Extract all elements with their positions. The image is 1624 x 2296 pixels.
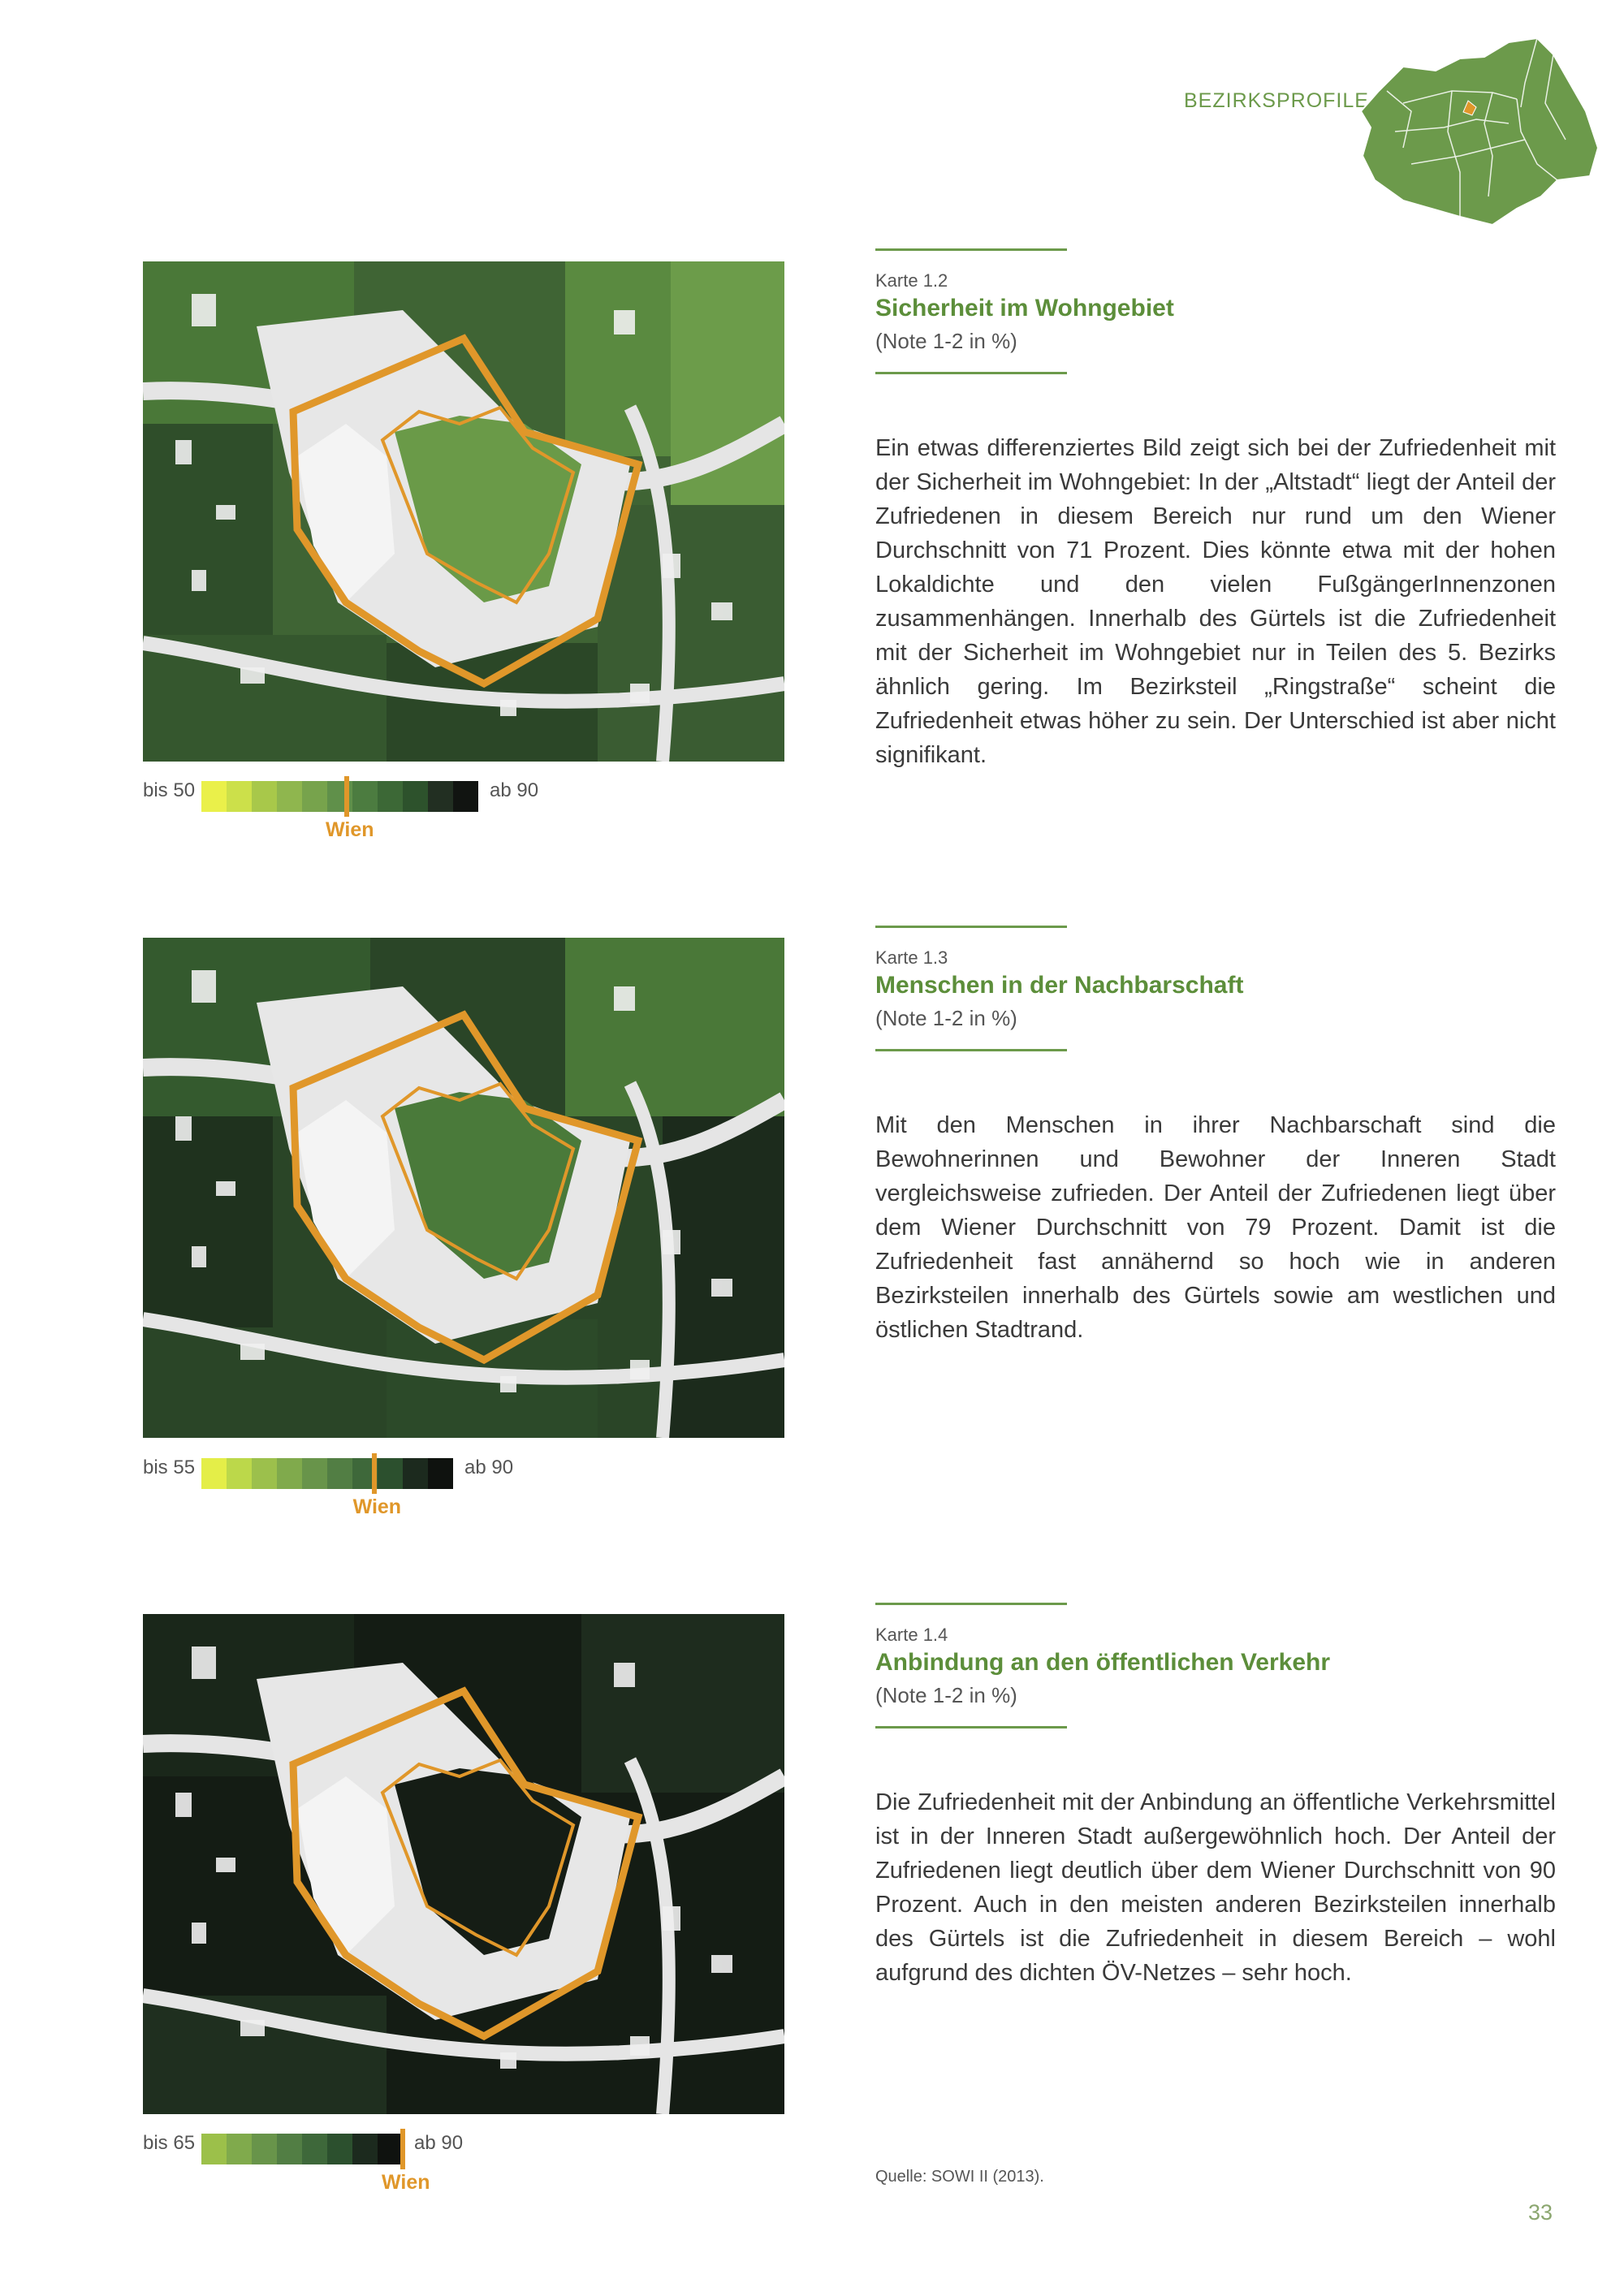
text-panel-karte-1-2 xyxy=(875,248,1556,772)
legend-color-scale xyxy=(201,1458,453,1489)
karte-number: Karte 1.4 xyxy=(875,1625,948,1645)
legend-color-step xyxy=(403,781,428,812)
legend-color-step xyxy=(252,781,277,812)
legend-color-step xyxy=(277,1458,302,1489)
legend-color-step xyxy=(302,1458,327,1489)
divider xyxy=(875,926,1067,928)
legend-wien-label: Wien xyxy=(326,818,374,841)
legend-min-label: bis 50 xyxy=(143,779,196,801)
legend-color-step xyxy=(252,2134,277,2164)
karte-note: (Note 1-2 in %) xyxy=(875,329,1017,353)
legend-color-step xyxy=(277,781,302,812)
map-karte-1-2 xyxy=(143,261,784,762)
legend-karte-1-2 xyxy=(143,778,646,846)
legend-color-step xyxy=(352,2134,378,2164)
karte-title: Anbindung an den öffentlichen Verkehr xyxy=(875,1649,1331,1676)
legend-color-step xyxy=(403,1458,428,1489)
karte-note: (Note 1-2 in %) xyxy=(875,1006,1017,1030)
legend-color-step xyxy=(428,1458,453,1489)
legend-max-label: ab 90 xyxy=(414,2132,464,2154)
legend-min-label: bis 65 xyxy=(143,2132,196,2154)
vienna-districts-map-icon xyxy=(1354,34,1603,229)
legend-color-scale xyxy=(201,781,478,812)
legend-color-step xyxy=(302,2134,327,2164)
legend-color-step xyxy=(201,1458,227,1489)
section-header-label: BEZIRKSPROFILE xyxy=(1184,89,1369,112)
legend-color-step xyxy=(201,2134,227,2164)
divider xyxy=(875,372,1067,374)
legend-wien-marker xyxy=(372,1453,377,1494)
legend-color-step xyxy=(327,2134,352,2164)
legend-max-label: ab 90 xyxy=(490,779,539,801)
karte-number: Karte 1.2 xyxy=(875,270,948,291)
legend-color-step xyxy=(327,1458,352,1489)
legend-color-step xyxy=(252,1458,277,1489)
legend-color-scale xyxy=(201,2134,403,2164)
legend-color-step xyxy=(378,2134,403,2164)
legend-min-label: bis 55 xyxy=(143,1457,196,1478)
karte-note: (Note 1-2 in %) xyxy=(875,1683,1017,1707)
map-karte-1-4 xyxy=(143,1614,784,2114)
divider xyxy=(875,1049,1067,1051)
legend-wien-label: Wien xyxy=(352,1495,402,1518)
body-paragraph: Die Zufriedenheit mit der Anbindung an öffentliche Verkehrsmittel ist in der Inneren Stadt außergewöhnlich hoch. Der Anteil der Zufriedenen liegt deutlich über dem Wiener Durchschnitt von 90 Prozent. Auch in den meisten anderen Bezirksteilen innerhalb des Gürtels ist die Zufriedenheit in diesem Bereich – wohl aufgrund des dichten ÖV-Netzes – sehr hoch. xyxy=(875,1789,1556,1986)
divider xyxy=(875,1603,1067,1605)
text-panel-karte-1-3 xyxy=(875,926,1556,1347)
page-number: 33 xyxy=(1528,2200,1553,2225)
legend-color-step xyxy=(302,781,327,812)
legend-wien-marker xyxy=(400,2129,405,2169)
divider xyxy=(875,248,1067,251)
legend-color-step xyxy=(227,2134,252,2164)
legend-color-step xyxy=(428,781,453,812)
source-note: Quelle: SOWI II (2013). xyxy=(875,2168,1044,2186)
legend-color-step xyxy=(378,1458,403,1489)
legend-color-step xyxy=(453,781,478,812)
legend-color-step xyxy=(201,781,227,812)
legend-color-step xyxy=(277,2134,302,2164)
legend-wien-label: Wien xyxy=(382,2171,430,2194)
map-karte-1-3 xyxy=(143,938,784,1438)
text-panel-karte-1-4 xyxy=(875,1603,1556,1990)
legend-wien-marker xyxy=(344,776,349,817)
legend-color-step xyxy=(378,781,403,812)
legend-karte-1-3 xyxy=(143,1455,646,1523)
body-paragraph: Mit den Menschen in ihrer Nachbarschaft sind die Bewohnerinnen und Bewohner der Inneren Stadt vergleichsweise zufrieden. Der Anteil der Zufriedenen liegt über dem Wiener Durchschnitt von 79 Prozent. Damit ist die Zufriedenheit fast annähernd so hoch wie in anderen Bezirksteilen innerhalb des Gürtels sowie am westlichen und östlichen Stadtrand. xyxy=(875,1112,1556,1343)
karte-number: Karte 1.3 xyxy=(875,947,948,968)
legend-max-label: ab 90 xyxy=(464,1457,514,1478)
karte-title: Menschen in der Nachbarschaft xyxy=(875,972,1244,999)
legend-color-step xyxy=(227,781,252,812)
body-paragraph: Ein etwas differenziertes Bild zeigt sich bei der Zufriedenheit mit der Sicherheit im Wohngebiet: In der „Altstadt“ liegt der Anteil der Zufriedenen in diesem Bereich nur rund um den Wiener Durchschnitt von 71 Prozent. Dies könnte etwa mit der hohen Lokaldichte und den vielen FußgängerInnenzonen zusammenhängen. Innerhalb des Gürtels ist die Zufriedenheit mit der Sicherheit im Wohngebiet nur in Teilen des 5. Bezirks ähnlich gering. Im Bezirksteil „Ringstraße“ scheint die Zufriedenheit etwas höher zu sein. Der Unterschied ist aber nicht signifikant. xyxy=(875,435,1556,768)
legend-karte-1-4 xyxy=(143,2130,646,2199)
karte-title: Sicherheit im Wohngebiet xyxy=(875,295,1174,322)
divider xyxy=(875,1726,1067,1728)
legend-color-step xyxy=(227,1458,252,1489)
legend-color-step xyxy=(352,781,378,812)
